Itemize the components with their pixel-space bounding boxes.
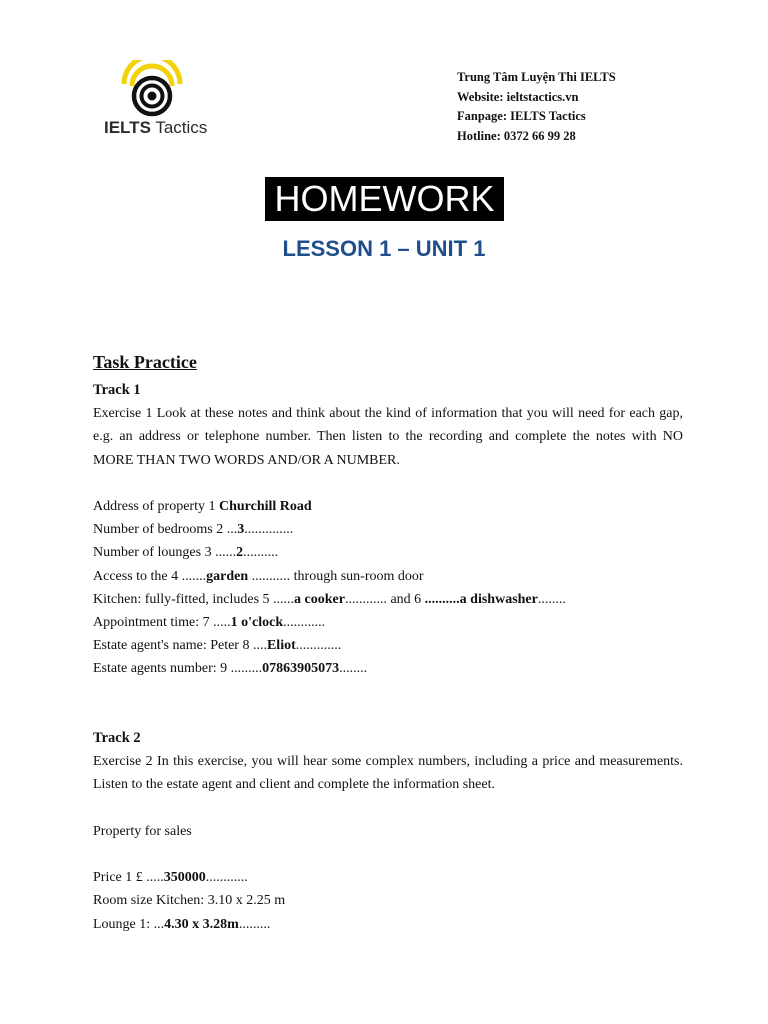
track1-instructions: Exercise 1 Look at these notes and think about the kind of information that you will need for each gap, e.g. an address or telephone number. Then listen to the recording and complete the notes with NO MORE THAN TWO WORDS AND/OR A NUMBER. — [93, 406, 683, 468]
note-item: Appointment time: 7 .....1 o'clock............ — [93, 614, 326, 630]
note-item: Estate agents number: 9 .........07863905073........ — [93, 661, 368, 677]
note-item: Number of lounges 3 ......2.......... — [93, 545, 279, 561]
note-item: Number of bedrooms 2 ...3.............. — [93, 522, 294, 538]
track2-instructions: Exercise 2 In this exercise, you will hear some complex numbers, including a price and measurements. Listen to the estate agent and client and complete the information sheet. — [93, 754, 683, 793]
center-fanpage: Fanpage: IELTS Tactics — [457, 109, 586, 124]
answer: garden — [206, 568, 249, 584]
center-website: Website: ieltstactics.vn — [457, 89, 579, 104]
note-item: Address of property 1 Churchill Road — [93, 498, 312, 514]
track2-label: Track 2 — [93, 730, 141, 746]
answer: 4.30 x 3.28m — [164, 916, 239, 932]
info-item: Lounge 1: ...4.30 x 3.28m......... — [93, 916, 271, 932]
track2-section — [93, 727, 683, 936]
track2-subheading: Property for sales — [93, 823, 192, 839]
answer: 2 — [236, 545, 244, 561]
homework-title: HOMEWORK — [265, 177, 504, 221]
logo-brand-bold: IELTS — [104, 118, 151, 137]
track1-label: Track 1 — [93, 382, 141, 398]
center-name: Trung Tâm Luyện Thi IELTS — [457, 70, 616, 84]
answer: 3 — [237, 522, 245, 538]
lesson-title: LESSON 1 – UNIT 1 — [282, 236, 486, 261]
info-item: Price 1 £ .....350000............ — [93, 870, 248, 886]
answer: a cooker — [294, 591, 345, 607]
note-item: Kitchen: fully-fitted, includes 5 ......a cooker............ and 6 ..........a dishwasher........ — [93, 591, 566, 607]
center-info — [457, 68, 616, 147]
section-heading: Task Practice — [93, 352, 197, 372]
answer: 350000 — [163, 870, 206, 886]
answer: 07863905073 — [262, 661, 340, 677]
answer: 1 o'clock — [230, 614, 284, 630]
answer: Churchill Road — [218, 498, 312, 514]
center-hotline: Hotline: 0372 66 99 28 — [457, 129, 576, 144]
logo-brand-light: Tactics — [155, 118, 208, 137]
logo-wordmark — [104, 118, 207, 138]
answer: ..........a dishwasher — [424, 591, 538, 607]
info-item: Room size Kitchen: 3.10 x 2.25 m — [93, 893, 286, 909]
signal-target-icon — [104, 60, 224, 120]
note-item: Access to the 4 .......garden ........... through sun-room door — [93, 568, 424, 584]
note-item: Estate agent's name: Peter 8 ....Eliot............. — [93, 638, 342, 654]
answer: Eliot — [266, 638, 296, 654]
track1-section — [93, 352, 683, 680]
